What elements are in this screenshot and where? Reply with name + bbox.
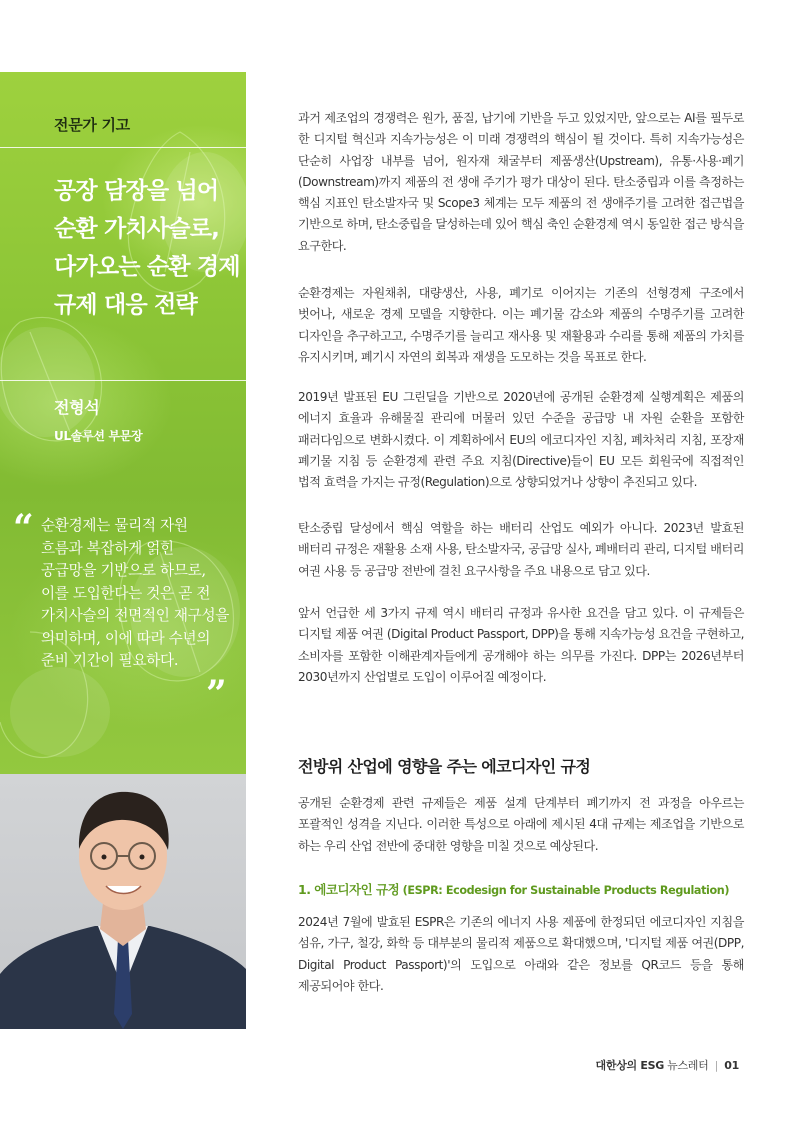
divider (0, 380, 246, 381)
divider (0, 147, 246, 148)
footer-brand: 대한상의 ESG (595, 1059, 664, 1072)
subsection-paragraph: 2024년 7월에 발효된 ESPR은 기존의 에너지 사용 제품에 한정되던 에코디자인 지침을 섬유, 가구, 철강, 화학 등 대부분의 물리적 제품으로 확대했으며, '디지털 제품 여권(DPP, Digital Product Passport)'의 도입으로 아래와 같은 정보를 QR코드 등을 통해 제공되어야 한다. (298, 915, 744, 993)
sidebar-panel (0, 72, 246, 774)
body-paragraph: 과거 제조업의 경쟁력은 원가, 품질, 납기에 기반을 두고 있었지만, 앞으로는 AI를 필두로 한 디지털 혁신과 지속가능성은 이 미래 경쟁력의 핵심이 될 것이다. 특히 지속가능성은 단순히 사업장 내부를 넘어, 원자재 채굴부터 제품생산(Upstream), 유통·사용·폐기(Downstream)까지 제품의 전 생애 주기가 평가 대상이 된다. 탄소중립과 이를 측정하는 핵심 지표인 탄소발자국 및 Scope3 체계는 모두 제품의 전 생애주기를 고려한 접근법을 기반으로 하며, 탄소중립을 달성하는데 있어 핵심 축인 순환경제 역시 동일한 접근 방식을 요구한다. (298, 111, 744, 253)
author-name: 전형석 (54, 398, 100, 417)
body-paragraph: 순환경제는 자원채취, 대량생산, 사용, 폐기로 이어지는 기존의 선형경제 구조에서 벗어나, 새로운 경제 모델을 지향한다. 이는 폐기물 감소와 제품의 수명주기를 고려한 디자인을 추구하고고, 수명주기를 늘리고 재사용 및 재활용과 수리를 통해 제품의 가치를 유지시키며, 폐기시 자연의 회복과 재생을 도모하는 것을 목표로 한다. (298, 286, 744, 364)
author-photo (0, 774, 246, 1029)
subsection-title: 1. 에코디자인 규정 (298, 882, 400, 897)
body-paragraph: 앞서 언급한 세 3가지 규제 역시 배터리 규정과 유사한 요건을 담고 있다. 이 규제들은 디지털 제품 여권 (Digital Product Passport, DPP)을 통해 지속가능성 요건을 구현하고, 소비자를 포함한 이해관계자들에게 공개해야 하는 의무를 가진다. DPP는 2026년부터 2030년까지 산업별로 도입이 이루어질 예정이다. (298, 606, 744, 684)
subsection-title-en: (ESPR: Ecodesign for Sustainable Products Regulation) (399, 884, 730, 897)
article-headline: 공장 담장을 넘어 순환 가치사슬로, 다가오는 순환 경제 규제 대응 전략 (54, 178, 240, 318)
section-paragraph: 공개된 순환경제 관련 규제들은 제품 설계 단계부터 폐기까지 전 과정을 아우르는 포괄적인 성격을 지닌다. 이러한 특성으로 아래에 제시된 4대 규제는 제조업을 기반으로 하는 우리 산업 전반에 중대한 영향을 미칠 것으로 예상된다. (298, 796, 744, 853)
quote-close-icon: ” (206, 673, 227, 715)
section-heading: 전방위 산업에 영향을 주는 에코디자인 규정 (298, 757, 591, 776)
author-role: UL솔루션 부문장 (54, 429, 143, 443)
page-number: 01 (724, 1059, 739, 1072)
footer-separator: | (714, 1059, 719, 1072)
body-paragraph: 2019년 발표된 EU 그린딜을 기반으로 2020년에 공개된 순환경제 실행계획은 제품의 에너지 효율과 유해물질 관리에 머물러 있던 수준을 공급망 내 자원 순환을 포함한 패러다임으로 변화시켰다. 이 계획하에서 EU의 에코디자인 지침, 폐차처리 지침, 포장재 폐기물 지침 등 순환경제 관련 주요 지침(Directive)들이 EU 모든 회원국에 직접적인 법적 효력을 가지는 규정(Regulation)으로 상향되었거나 상향이 추진되고 있다. (298, 390, 744, 490)
body-paragraph: 탄소중립 달성에서 핵심 역할을 하는 배터리 산업도 예외가 아니다. 2023년 발효된 배터리 규정은 재활용 소재 사용, 탄소발자국, 공급망 실사, 폐배터리 관리, 디지털 배터리 여권 사용 등 공급망 전반에 걸친 요구사항을 주요 내용으로 담고 있다. (298, 521, 744, 578)
page-footer (596, 1057, 739, 1073)
footer-label: 뉴스레터 (667, 1059, 709, 1072)
column-tag: 전문가 기고 (54, 116, 130, 134)
quote-open-icon: “ (13, 507, 34, 549)
pull-quote: 순환경제는 물리적 자원 흐름과 복잡하게 얽힌 공급망을 기반으로 하므로, 이를 도입한다는 것은 곧 전 가치사슬의 전면적인 재구성을 의미하며, 이에 따라 수년의 준비 기간이 필요하다. (41, 517, 230, 669)
subsection-heading (298, 880, 729, 898)
